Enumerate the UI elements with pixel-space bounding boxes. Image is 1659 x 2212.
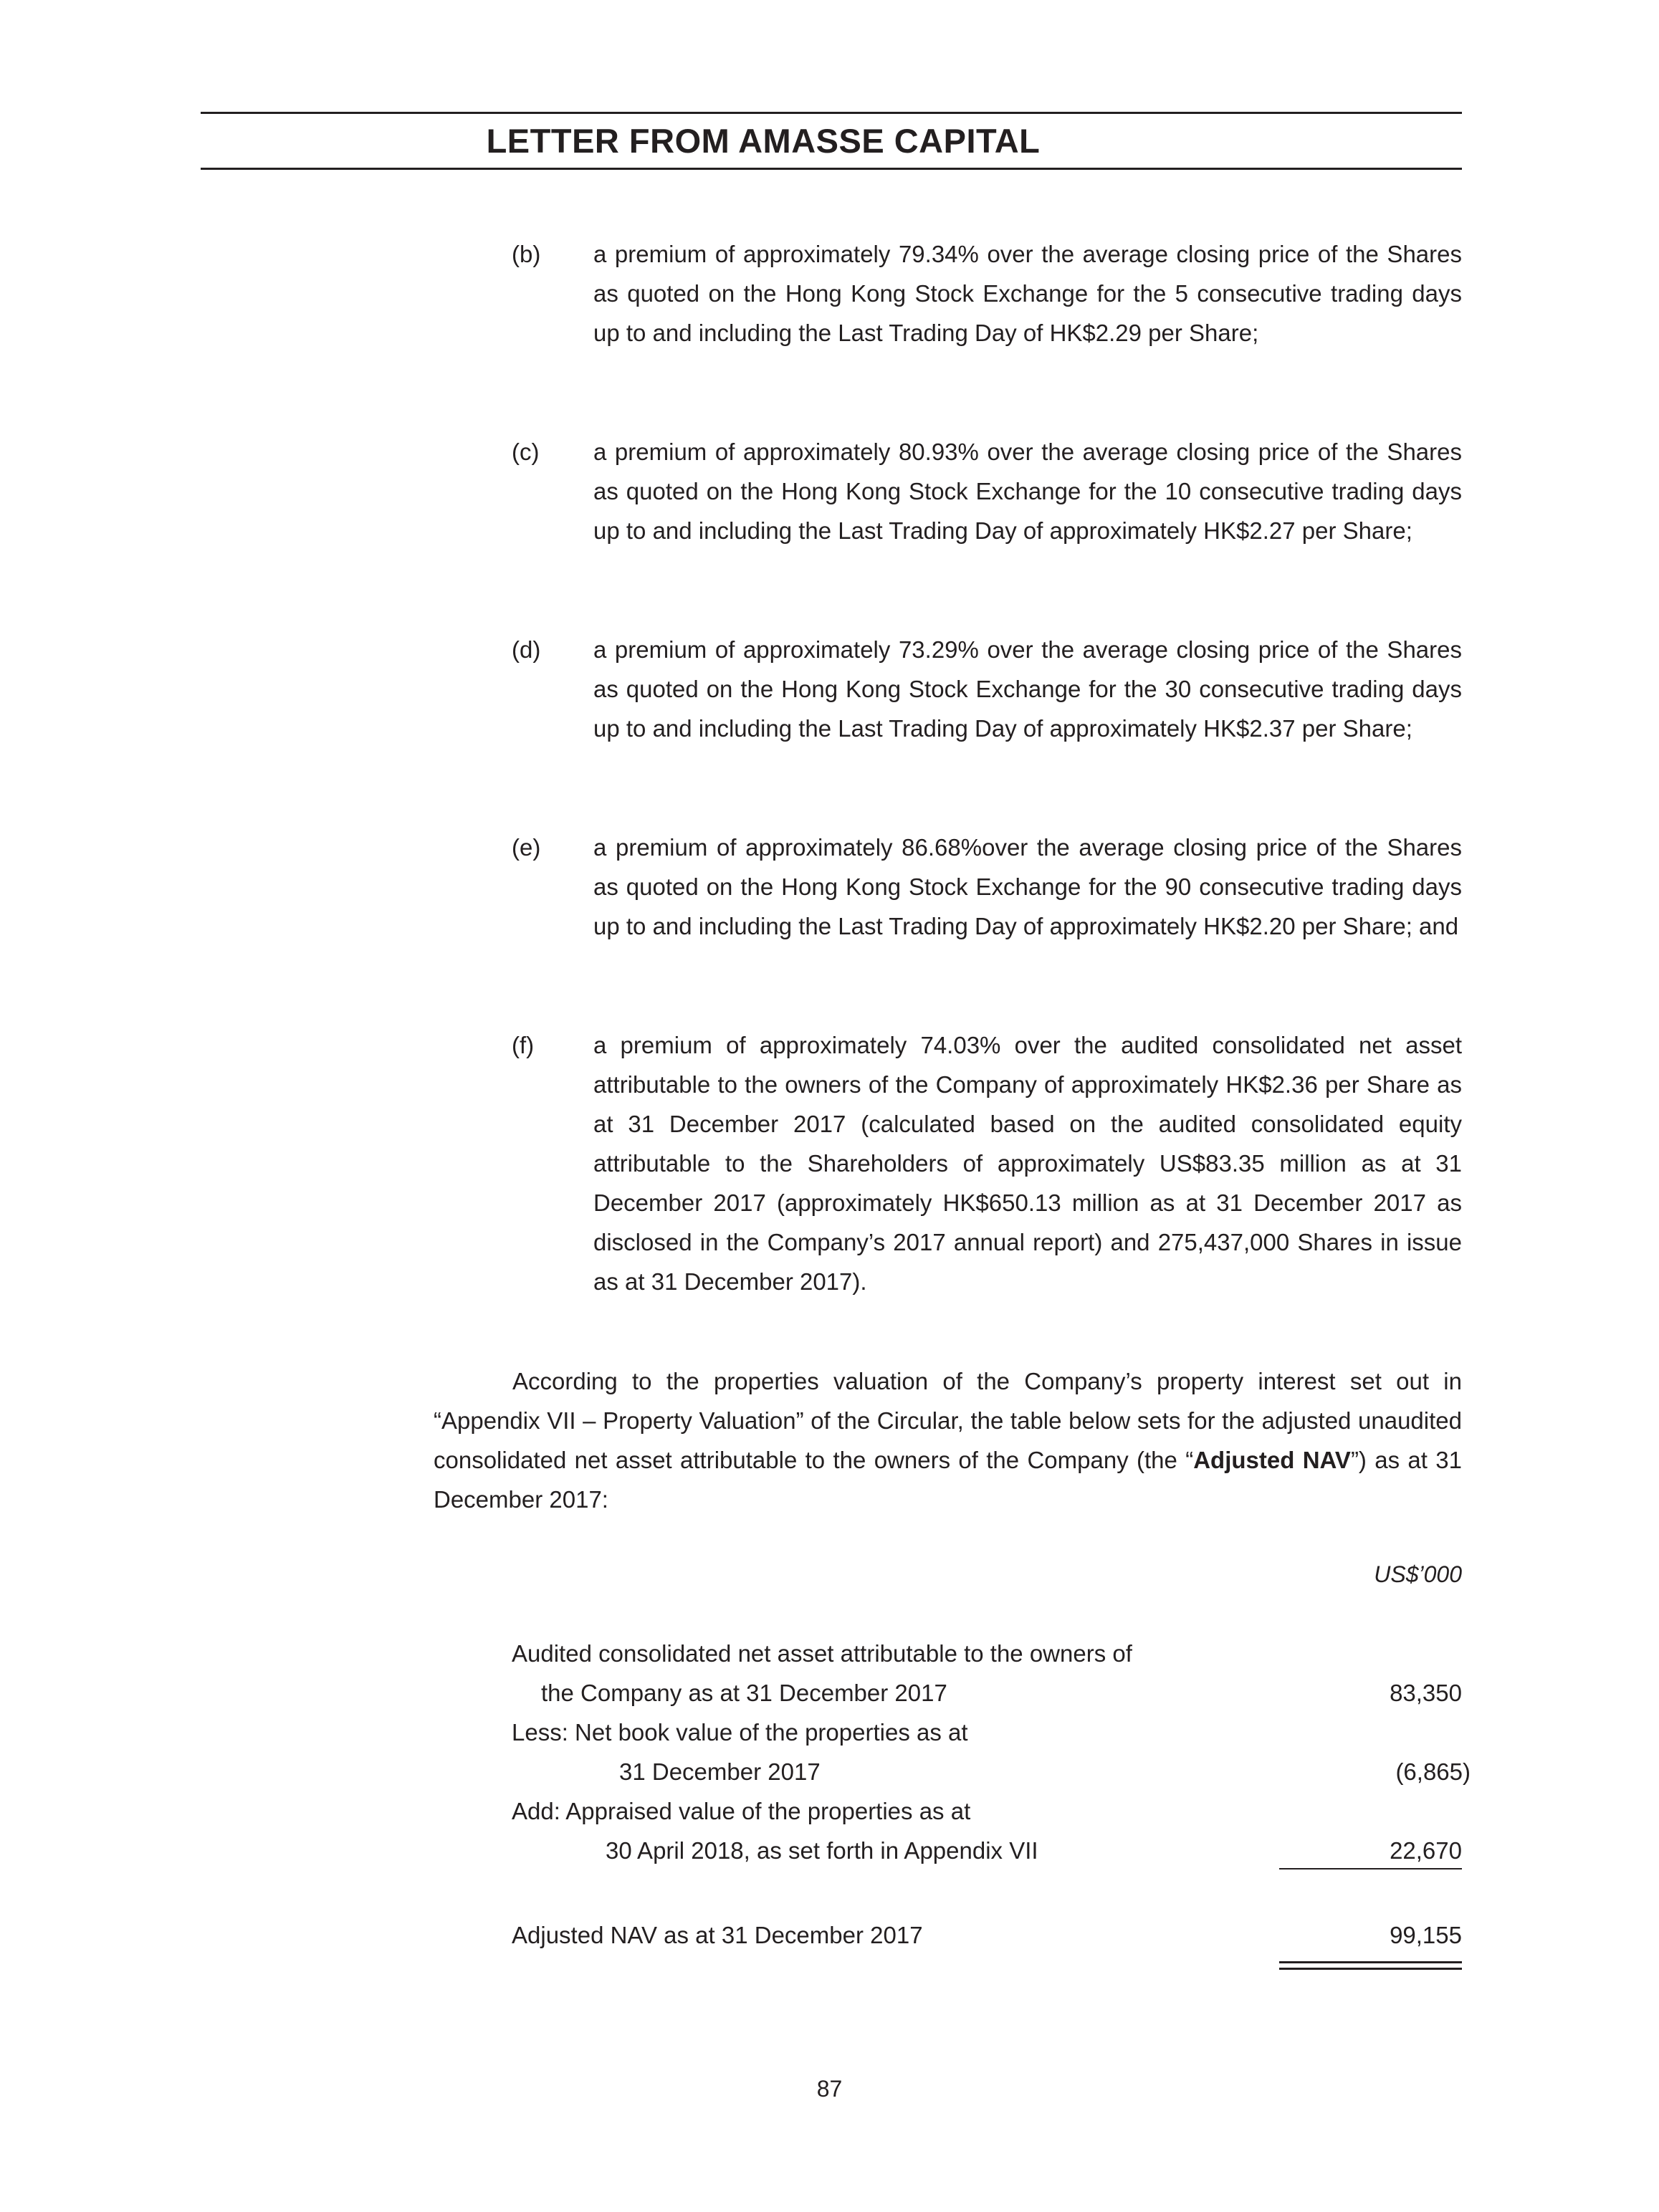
list-item-marker: (b) (512, 241, 541, 267)
list-item-text: a premium of approximately 73.29% over the average closing price of the Shares as quoted on the Hong Kong Stock Exchange for the 30 consecutive trading days up to and including the Last Trading Day of approximately HK$2.37 per Share; (593, 636, 1462, 742)
table-row-label: Audited consolidated net asset attributable to the owners of (512, 1640, 1132, 1667)
table-row-value: 83,350 (1390, 1680, 1462, 1706)
table-total-label: Adjusted NAV as at 31 December 2017 (512, 1922, 923, 1948)
body-paragraph (434, 1361, 1462, 1519)
table-unit-header: US$’000 (1374, 1561, 1462, 1587)
list-item-marker: (f) (512, 1032, 535, 1058)
page-number: 87 (816, 2076, 843, 2102)
header-top-rule (201, 112, 1462, 114)
list-item-b (512, 234, 1462, 353)
table-row-value: 22,670 (1390, 1837, 1462, 1864)
table-row-label-continued: 30 April 2018, as set forth in Appendix VII (606, 1837, 1038, 1864)
total-double-rule-upper (1279, 1961, 1462, 1963)
list-item-text: a premium of approximately 80.93% over the average closing price of the Shares as quoted on the Hong Kong Stock Exchange for the 10 consecutive trading days up to and including the Last Trading Day of approximately HK$2.27 per Share; (593, 439, 1462, 544)
list-item-c (512, 432, 1462, 550)
list-item-text: a premium of approximately 86.68%over the average closing price of the Shares as quoted on the Hong Kong Stock Exchange for the 90 consecutive trading days up to and including the Last Trading Day of approximately HK$2.20 per Share; and (593, 834, 1462, 939)
list-item-f (512, 1025, 1462, 1301)
table-row-value: (6,865) (1395, 1758, 1471, 1785)
table-row-label: Add: Appraised value of the properties as at (512, 1798, 971, 1824)
table-row-label-continued: 31 December 2017 (619, 1758, 821, 1785)
list-item-marker: (c) (512, 439, 540, 465)
paragraph-text-after: ”) as at 31 December 2017: (434, 1447, 1462, 1513)
list-item-marker: (e) (512, 834, 541, 861)
list-item-e (512, 828, 1462, 946)
table-row-label: Less: Net book value of the properties as at (512, 1719, 968, 1746)
list-item-text: a premium of approximately 74.03% over the audited consolidated net asset attributable to the owners of the Company of approximately HK$2.36 per Share as at 31 December 2017 (calculated based on the audited consolidated equity attributable to the Shareholders of approximately US$83.35 million as at 31 December 2017 (approximately HK$650.13 million as at 31 December 2017 as disclosed in the Company’s 2017 annual report) and 275,437,000 Shares in issue as at 31 December 2017). (593, 1032, 1462, 1295)
paragraph-text-before: According to the properties valuation of the Company’s property interest set out in “Appendix VII – Property Valuation” of the Circular, the table below sets for the adjusted unaudited consolidated net asset attributable to the owners of the Company (the “ (434, 1368, 1462, 1473)
list-item-d (512, 630, 1462, 748)
list-item-marker: (d) (512, 636, 541, 663)
subtotal-rule (1279, 1868, 1462, 1869)
table-total-value: 99,155 (1390, 1922, 1462, 1948)
paragraph-defined-term: Adjusted NAV (1193, 1447, 1351, 1473)
table-row-label-continued: the Company as at 31 December 2017 (541, 1680, 947, 1706)
header-bottom-rule (201, 168, 1462, 170)
page-header-title: LETTER FROM AMASSE CAPITAL (486, 122, 1041, 160)
total-double-rule-lower (1279, 1968, 1462, 1970)
list-item-text: a premium of approximately 79.34% over the average closing price of the Shares as quoted on the Hong Kong Stock Exchange for the 5 consecutive trading days up to and including the Last Trading Day of HK$2.29 per Share; (593, 241, 1462, 346)
